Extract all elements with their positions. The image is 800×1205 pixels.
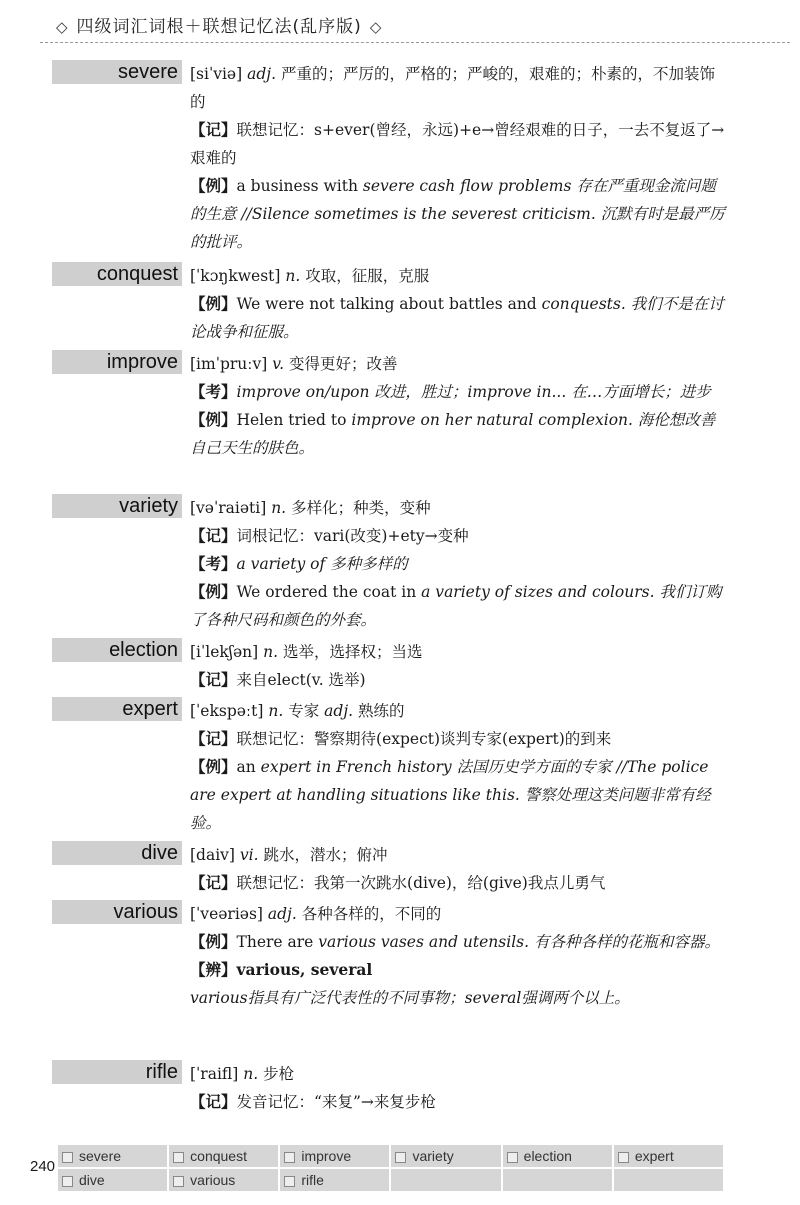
memory-text: 来自elect(v. 选举) <box>236 671 366 689</box>
memory-text: 发音记忆：“来复”→来复步枪 <box>236 1093 436 1111</box>
example-keyword: conquests <box>541 295 621 313</box>
review-item[interactable] <box>391 1145 500 1167</box>
meaning: 攻取，征服，克服 <box>305 267 430 285</box>
review-empty <box>391 1169 500 1191</box>
meaning: 步枪 <box>263 1065 295 1083</box>
example-text: cash flow problems 存在严重现金流问题的生意 //Silence sometimes is the <box>190 177 716 223</box>
exam-tag: 【考】 <box>190 383 237 401</box>
part-of-speech: n. <box>271 499 287 517</box>
review-item[interactable] <box>169 1169 278 1191</box>
headword: rifle <box>52 1060 182 1084</box>
headword: expert <box>52 697 182 721</box>
meaning: 变得更好；改善 <box>289 355 398 373</box>
phonetic: [ˈkɔŋkwest] <box>190 267 281 285</box>
example-text: We ordered the coat in <box>236 583 422 601</box>
memory-text: 联想记忆：s+ever(曾经，永远)+e→曾经艰难的日子，一去不复返了→艰难的 <box>190 121 725 167</box>
phonetic: [imˈpruːv] <box>190 355 268 373</box>
review-word: various <box>190 1172 236 1188</box>
phonetic: [vəˈraiəti] <box>190 499 267 517</box>
example-tag: 【例】 <box>190 177 237 195</box>
part-of-speech: n. <box>263 643 279 661</box>
headword: variety <box>52 494 182 518</box>
example-text: We were not talking about battles and <box>236 295 542 313</box>
example-text: There are <box>236 933 319 951</box>
part-of-speech: adj. <box>247 65 276 83</box>
checkbox-icon[interactable] <box>62 1176 73 1187</box>
meaning: 跳水，潜水；俯冲 <box>263 846 388 864</box>
example-keyword: improve on <box>351 411 440 429</box>
entry-body <box>190 638 725 694</box>
example-keyword: various <box>318 933 376 951</box>
memory-tag: 【记】 <box>190 121 237 139</box>
review-word: improve <box>301 1148 352 1164</box>
diamond-icon: ◇ <box>56 18 69 36</box>
page-header <box>0 0 800 44</box>
review-empty <box>614 1169 723 1191</box>
exam-tag: 【考】 <box>190 555 237 573</box>
review-word: severe <box>79 1148 122 1164</box>
review-item[interactable] <box>169 1145 278 1167</box>
review-word: variety <box>412 1148 454 1164</box>
example-keyword: severest <box>451 205 518 223</box>
review-word: dive <box>79 1172 105 1188</box>
memory-tag: 【记】 <box>190 527 237 545</box>
checkbox-icon[interactable] <box>173 1152 184 1163</box>
checkbox-icon[interactable] <box>395 1152 406 1163</box>
meaning: 熟练的 <box>358 702 405 720</box>
entry-body <box>190 1060 725 1116</box>
checkbox-icon[interactable] <box>284 1152 295 1163</box>
review-item[interactable] <box>280 1145 389 1167</box>
checkbox-icon[interactable] <box>173 1176 184 1187</box>
phonetic: [ˈekspəːt] <box>190 702 264 720</box>
entry-body <box>190 60 725 256</box>
example-text: at handling situations like this. 警察处理这类问题非常有经验。 <box>190 786 711 832</box>
example-text: . 我们不是在讨论战争和征服。 <box>190 295 724 341</box>
example-keyword: a variety of <box>421 583 510 601</box>
headword: conquest <box>52 262 182 286</box>
phonetic: [iˈlekʃən] <box>190 643 259 661</box>
headword: dive <box>52 841 182 865</box>
example-text: sizes and colours. 我们订购了各种尺码和颜色的外套。 <box>190 583 722 629</box>
checkbox-icon[interactable] <box>618 1152 629 1163</box>
memory-text: 联想记忆：警察期待(expect)谈判专家(expert)的到来 <box>236 730 612 748</box>
example-text: in French history 法国历史学方面的专家 //The police are <box>190 758 709 804</box>
example-tag: 【例】 <box>190 295 237 313</box>
checkbox-icon[interactable] <box>284 1176 295 1187</box>
example-text: Helen tried to <box>236 411 352 429</box>
entry-body <box>190 350 725 462</box>
phonetic: [siˈviə] <box>190 65 243 83</box>
review-item[interactable] <box>58 1169 167 1191</box>
distinguish-text: various指具有广泛代表性的不同事物；several强调两个以上。 <box>190 989 630 1007</box>
part-of-speech: n. <box>285 267 301 285</box>
page-footer <box>0 1140 800 1200</box>
part-of-speech: vi. <box>239 846 259 864</box>
example-keyword: expert <box>260 758 312 776</box>
review-item[interactable] <box>280 1169 389 1191</box>
book-title-text: 四级词汇词根＋联想记忆法(乱序版) <box>76 17 362 37</box>
part-of-speech: adj. <box>324 702 354 720</box>
exam-text: improve on/upon 改进，胜过；improve in... 在…方面增长；进步 <box>236 383 711 401</box>
meaning: 各种各样的，不同的 <box>301 905 442 923</box>
review-checklist <box>58 1145 723 1191</box>
meaning: 多样化；种类，变种 <box>291 499 431 517</box>
example-text: a business with <box>236 177 363 195</box>
example-text: vases and utensils. 有各种各样的花瓶和容器。 <box>375 933 720 951</box>
book-title <box>48 12 390 37</box>
phonetic: [ˈraifl] <box>190 1065 239 1083</box>
entry-body <box>190 900 725 1012</box>
distinguish-title <box>190 956 725 984</box>
memory-tag: 【记】 <box>190 671 237 689</box>
headword: various <box>52 900 182 924</box>
example-keyword: expert <box>220 786 272 804</box>
memory-tag: 【记】 <box>190 1093 237 1111</box>
example-text: her natural complexion. 海伦想改善自己天生的肤色。 <box>190 411 716 457</box>
part-of-speech: v. <box>272 355 285 373</box>
meaning: 专家 <box>288 702 320 720</box>
example-tag: 【例】 <box>190 933 237 951</box>
part-of-speech: n. <box>243 1065 259 1083</box>
example-keyword: severe <box>362 177 415 195</box>
phonetic: [daiv] <box>190 846 235 864</box>
review-word: conquest <box>190 1148 247 1164</box>
headword: severe <box>52 60 182 84</box>
review-empty <box>503 1169 612 1191</box>
distinguish-tag: 【辨】 <box>190 961 237 979</box>
entry-body <box>190 697 725 837</box>
exam-text: a variety of 多种多样的 <box>236 555 408 573</box>
review-item[interactable] <box>614 1145 723 1167</box>
checkbox-icon[interactable] <box>507 1152 518 1163</box>
memory-tag: 【记】 <box>190 730 237 748</box>
memory-tag: 【记】 <box>190 874 237 892</box>
example-tag: 【例】 <box>190 758 237 776</box>
headword: election <box>52 638 182 662</box>
entry-body <box>190 494 725 634</box>
page-number: 240 <box>30 1158 56 1175</box>
review-item[interactable] <box>503 1145 612 1167</box>
phonetic: [ˈveəriəs] <box>190 905 263 923</box>
headword: improve <box>52 350 182 374</box>
diamond-icon: ◇ <box>369 18 383 36</box>
meaning: 严重的；严厉的，严格的；严峻的，艰难的；朴素的，不加装饰的 <box>190 65 715 111</box>
example-text: an <box>236 758 261 776</box>
review-item[interactable] <box>58 1145 167 1167</box>
entry-body <box>190 262 725 346</box>
memory-text: 联想记忆：我第一次跳水(dive)，给(give)我点儿勇气 <box>236 874 606 892</box>
review-word: rifle <box>301 1172 324 1188</box>
header-rule <box>40 42 790 43</box>
example-tag: 【例】 <box>190 411 237 429</box>
meaning: 选举，选择权；当选 <box>283 643 423 661</box>
entry-body <box>190 841 725 897</box>
checkbox-icon[interactable] <box>62 1152 73 1163</box>
example-text: criticism. 沉默有时是最严厉的批评。 <box>190 205 725 251</box>
example-tag: 【例】 <box>190 583 237 601</box>
review-word: expert <box>634 1148 674 1164</box>
distinguish-words: various, several <box>236 960 373 979</box>
part-of-speech: adj. <box>267 905 297 923</box>
memory-text: 词根记忆：vari(改变)+ety→变种 <box>236 527 469 545</box>
review-word: election <box>523 1148 572 1164</box>
part-of-speech: n. <box>268 702 284 720</box>
